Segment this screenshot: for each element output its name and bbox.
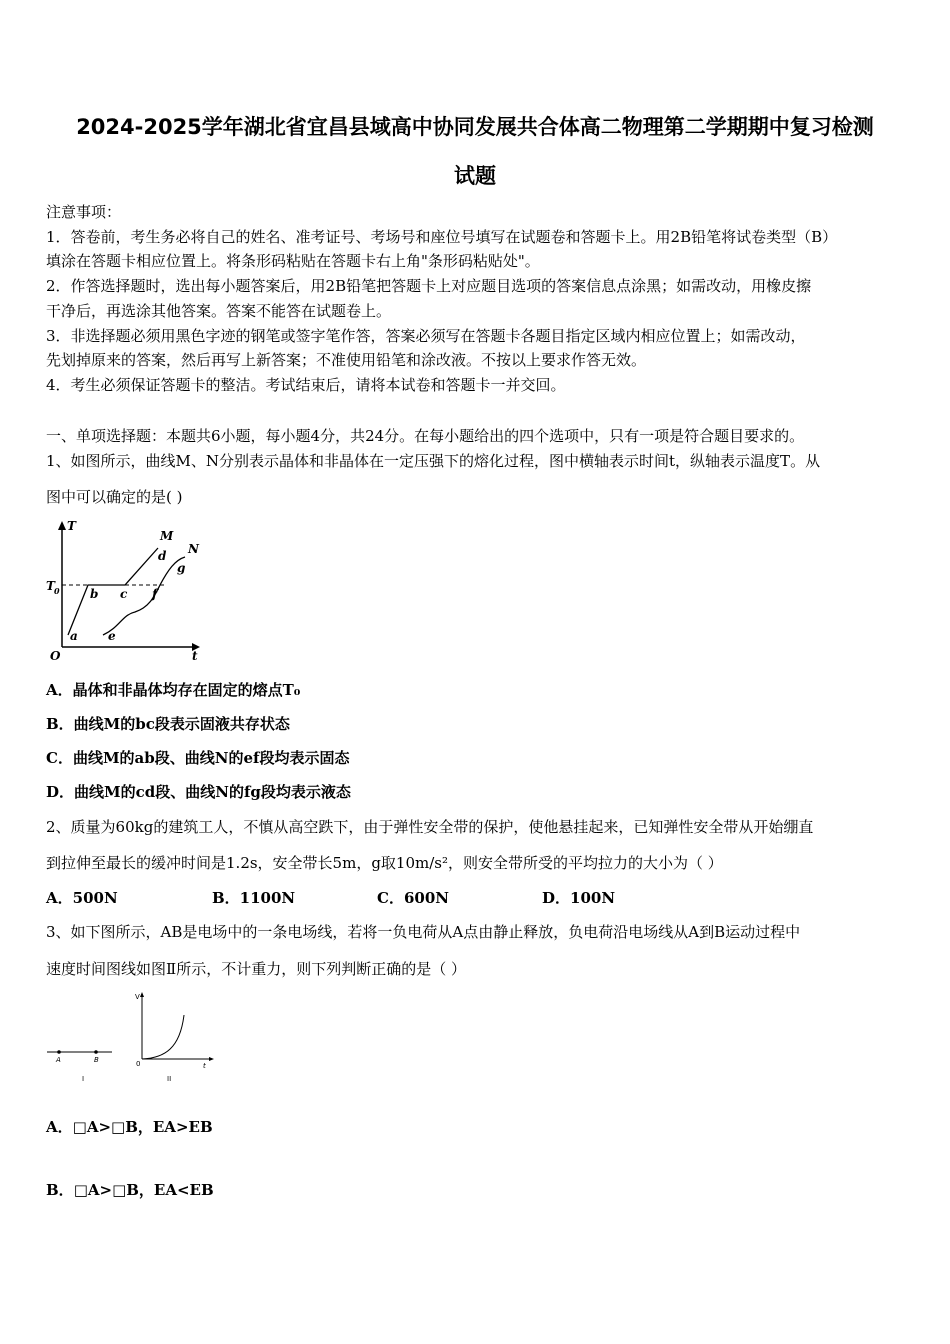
section-heading: 一、单项选择题：本题共6小题，每小题4分，共24分。在每小题给出的四个选项中，只有一项是符合题目要求的。	[46, 427, 805, 445]
melting-graph	[40, 515, 210, 665]
svg-text:a: a	[70, 629, 78, 643]
svg-text:0: 0	[136, 1060, 141, 1068]
q2-option-a: A．500N	[46, 889, 118, 907]
q3-stem: 速度时间图线如图Ⅱ所示，不计重力，则下列判断正确的是（ ）	[46, 960, 466, 978]
q1-stem: 图中可以确定的是( )	[46, 488, 183, 506]
field-line-and-vt-graph	[40, 988, 225, 1088]
svg-text:II: II	[167, 1075, 172, 1083]
notice-heading: 注意事项：	[46, 203, 122, 221]
notice-line: 先划掉原来的答案，然后再写上新答案；不准使用铅笔和涂改液。不按以上要求作答无效。	[46, 351, 647, 369]
q1-option-a: A．晶体和非晶体均存在固定的熔点T₀	[46, 681, 301, 699]
svg-text:M: M	[160, 529, 174, 543]
q1-stem: 1、如图所示，曲线M、N分别表示晶体和非晶体在一定压强下的熔化过程，图中横轴表示时间t，纵轴表示温度T。从	[46, 452, 821, 470]
q3-option-b: B．□A>□B，EA<EB	[46, 1181, 214, 1199]
label-T0: T	[46, 579, 55, 593]
svg-text:A: A	[56, 1056, 61, 1064]
axis-T: T	[67, 519, 76, 533]
svg-text:b: b	[90, 587, 99, 601]
q2-option-c: C．600N	[377, 889, 449, 907]
q2-option-d: D．100N	[542, 889, 616, 907]
q2-stem: 到拉伸至最长的缓冲时间是1.2s，安全带长5m，g取10m/s²，则安全带所受的平均拉力的大小为（ ）	[46, 854, 723, 872]
svg-text:c: c	[120, 587, 128, 601]
notice-line: 干净后，再选涂其他答案。答案不能答在试题卷上。	[46, 302, 392, 320]
notice-line: 填涂在答题卡相应位置上。将条形码粘贴在答题卡右上角"条形码粘贴处"。	[46, 252, 540, 270]
svg-text:g: g	[177, 561, 186, 575]
q2-stem: 2、质量为60kg的建筑工人，不慎从高空跌下，由于弹性安全带的保护，使他悬挂起来，已知弹性安全带从开始绷直	[46, 818, 814, 836]
svg-text:d: d	[158, 549, 167, 563]
notice-line: 2．作答选择题时，选出每小题答案后，用2B铅笔把答题卡上对应题目选项的答案信息点涂黑；如需改动，用橡皮擦	[46, 277, 812, 295]
title-line1: 2024-2025学年湖北省宜昌县域高中协同发展共合体高二物理第二学期期中复习检测	[76, 115, 874, 139]
svg-text:t: t	[192, 649, 198, 663]
svg-text:f: f	[152, 587, 158, 601]
notice-line: 3．非选择题必须用黑色字迹的钢笔或签字笔作答，答案必须写在答题卡各题目指定区域内相应位置上；如需改动，	[46, 327, 806, 345]
svg-text:t: t	[203, 1062, 206, 1070]
svg-text:I: I	[82, 1075, 85, 1083]
notice-line: 1．答卷前，考生务必将自己的姓名、准考证号、考场号和座位号填写在试题卷和答题卡上。用2B铅笔将试卷类型（B）	[46, 228, 838, 246]
title-line2: 试题	[454, 164, 496, 188]
svg-text:B: B	[94, 1056, 99, 1064]
svg-text:N: N	[188, 542, 199, 556]
q3-option-a: A．□A>□B，EA>EB	[46, 1118, 213, 1136]
svg-text:e: e	[108, 629, 116, 643]
q1-option-c: C．曲线M的ab段、曲线N的ef段均表示固态	[46, 749, 350, 767]
svg-text:O: O	[50, 649, 61, 663]
q1-option-d: D．曲线M的cd段、曲线N的fg段均表示液态	[46, 783, 351, 801]
svg-text:0: 0	[54, 586, 60, 596]
q1-option-b: B．曲线M的bc段表示固液共存状态	[46, 715, 290, 733]
q2-option-b: B．1100N	[212, 889, 296, 907]
svg-text:V: V	[135, 993, 140, 1001]
notice-line: 4．考生必须保证答题卡的整洁。考试结束后，请将本试卷和答题卡一并交回。	[46, 376, 566, 394]
q3-stem: 3、如下图所示，AB是电场中的一条电场线，若将一负电荷从A点由静止释放，负电荷沿电场线从A到B运动过程中	[46, 923, 801, 941]
